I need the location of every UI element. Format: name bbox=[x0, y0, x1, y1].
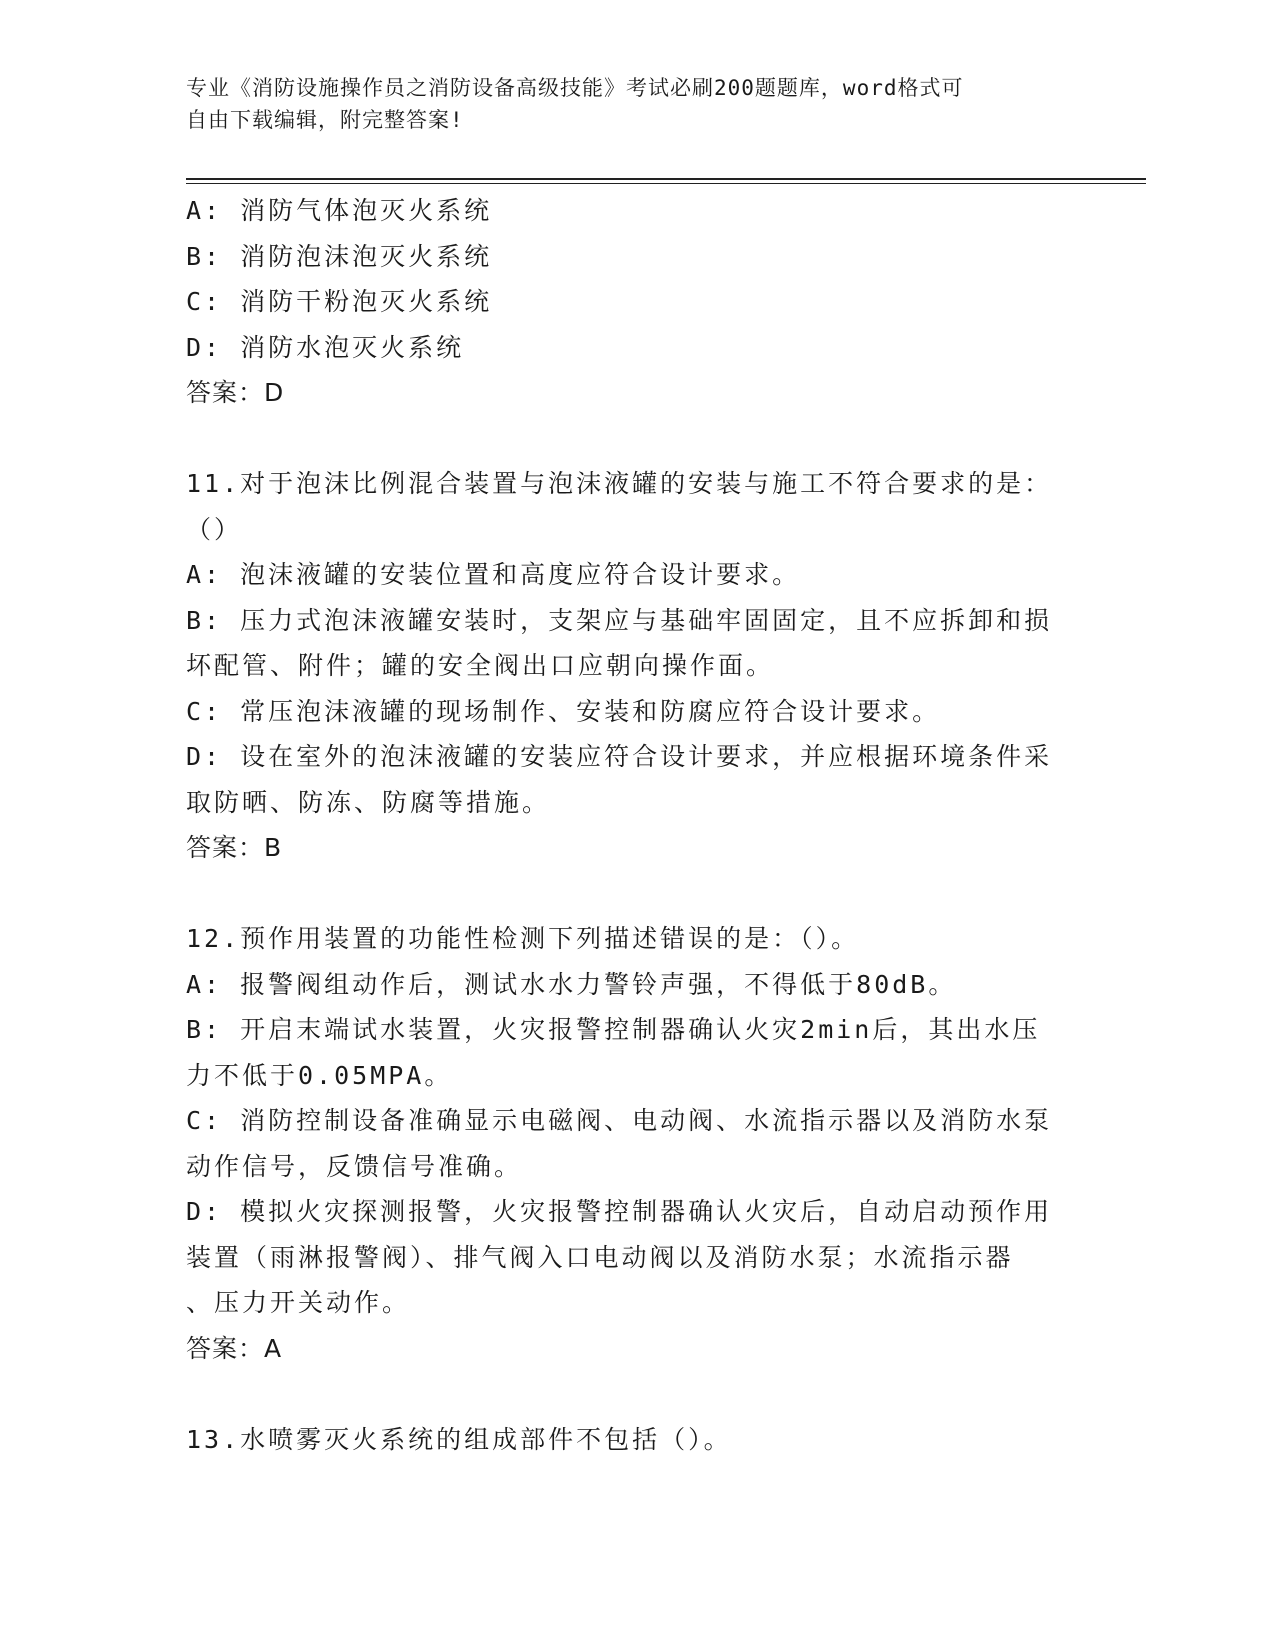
option-d: D: 模拟火灾探测报警，火灾报警控制器确认火灾后，自动启动预作用 bbox=[186, 1197, 1053, 1226]
spacer bbox=[186, 871, 1066, 917]
option-b-cont: 力不低于0.05MPA。 bbox=[186, 1060, 453, 1090]
header-line-2: 自由下载编辑，附完整答案! bbox=[186, 108, 464, 132]
option-d: D: 设在室外的泡沫液罐的安装应符合设计要求，并应根据环境条件采 bbox=[186, 742, 1053, 771]
option-d: D: 消防水泡灭火系统 bbox=[186, 332, 465, 362]
question-text: 12.预作用装置的功能性检测下列描述错误的是：（）。 bbox=[186, 924, 860, 953]
option-a: A: 消防气体泡灭火系统 bbox=[186, 196, 493, 225]
question-text: 13.水喷雾灭火系统的组成部件不包括（）。 bbox=[186, 1424, 732, 1454]
option-c: C: 消防控制设备准确显示电磁阀、电动阀、水流指示器以及消防水泵 bbox=[186, 1106, 1053, 1135]
option-c-cont: 动作信号，反馈信号准确。 bbox=[186, 1151, 523, 1181]
option-a: A: 泡沫液罐的安装位置和高度应符合设计要求。 bbox=[186, 560, 801, 589]
option-d-cont: 取防晒、防冻、防腐等措施。 bbox=[186, 787, 551, 817]
answer-label: 答案：D bbox=[186, 378, 285, 407]
question-10-options bbox=[186, 188, 1066, 416]
option-d-cont-2: 、压力开关动作。 bbox=[186, 1288, 411, 1317]
question-12 bbox=[186, 916, 1066, 1371]
question-13 bbox=[186, 1417, 1066, 1463]
question-text-cont: （） bbox=[186, 514, 243, 544]
option-b: B: 压力式泡沫液罐安装时，支架应与基础牢固固定，且不应拆卸和损 bbox=[186, 605, 1053, 635]
spacer bbox=[186, 416, 1066, 462]
spacer bbox=[186, 1371, 1066, 1417]
header-divider-thin bbox=[186, 183, 1146, 184]
option-b: B: 消防泡沫泡灭火系统 bbox=[186, 241, 493, 271]
option-c: C: 常压泡沫液罐的现场制作、安装和防腐应符合设计要求。 bbox=[186, 696, 941, 726]
header-line-1: 专业《消防设施操作员之消防设备高级技能》考试必刷200题题库，word格式可 bbox=[186, 76, 964, 100]
option-d-cont: 装置（雨淋报警阀）、排气阀入口电动阀以及消防水泵；水流指示器 bbox=[186, 1242, 1014, 1272]
answer-label: 答案：A bbox=[186, 1333, 283, 1363]
header-divider-thick bbox=[186, 178, 1146, 180]
question-list bbox=[186, 188, 1066, 1462]
question-11 bbox=[186, 461, 1066, 871]
document-header bbox=[186, 72, 1066, 136]
option-b: B: 开启末端试水装置，火灾报警控制器确认火灾2min后，其出水压 bbox=[186, 1015, 1041, 1044]
answer-label: 答案：B bbox=[186, 833, 283, 862]
option-c: C: 消防干粉泡灭火系统 bbox=[186, 287, 493, 316]
question-text: 11.对于泡沫比例混合装置与泡沫液罐的安装与施工不符合要求的是： bbox=[186, 469, 1053, 498]
option-a: A: 报警阀组动作后，测试水水力警铃声强，不得低于80dB。 bbox=[186, 969, 957, 999]
option-b-cont: 坏配管、附件；罐的安全阀出口应朝向操作面。 bbox=[186, 651, 775, 680]
